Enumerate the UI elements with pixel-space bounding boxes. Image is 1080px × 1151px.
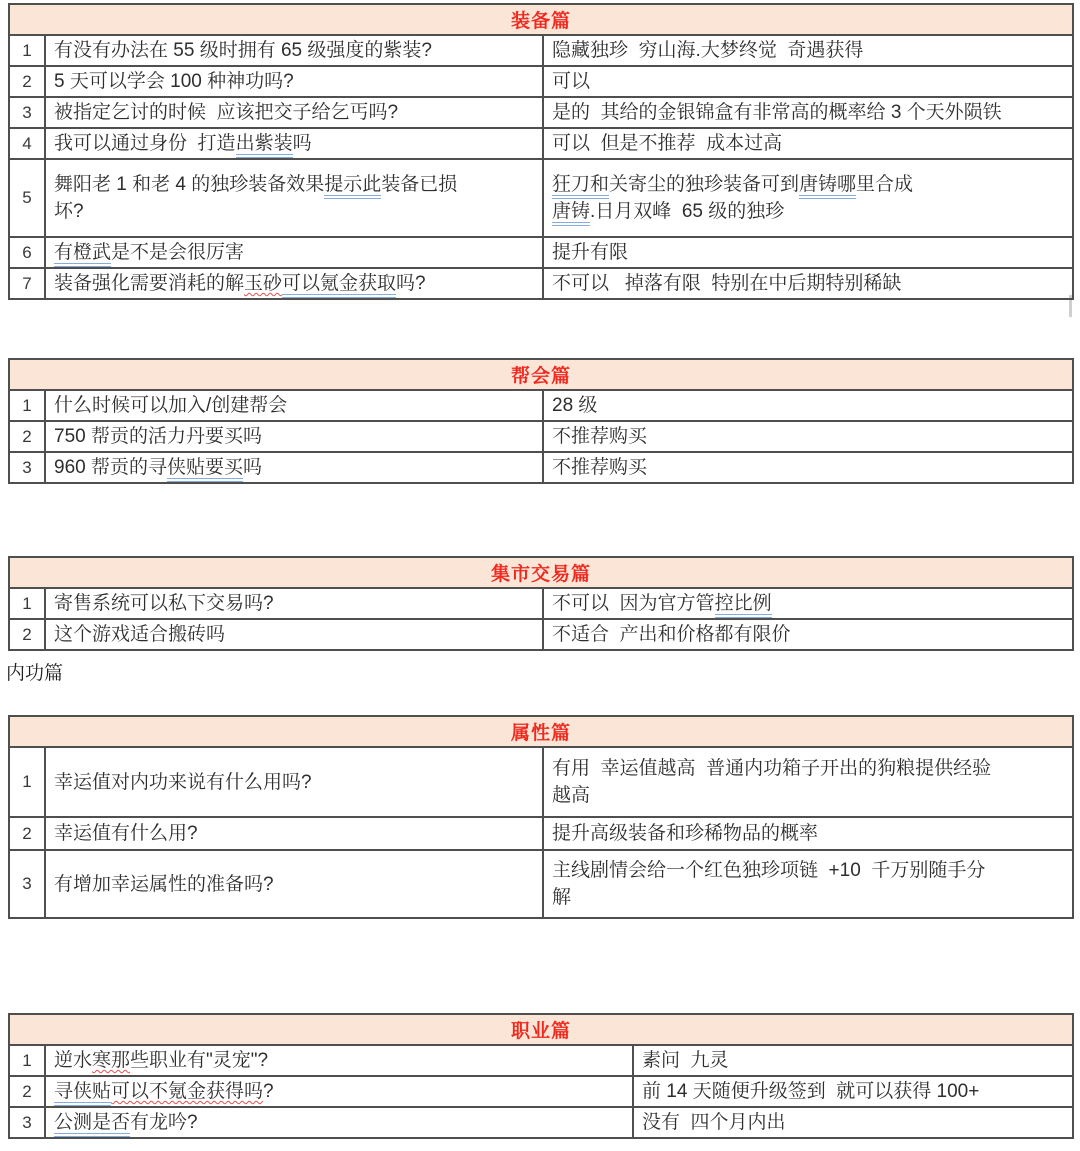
table-header-row: [9, 557, 1073, 588]
answer-cell: [543, 817, 1073, 850]
table-title-attributes: 属性篇: [9, 716, 1073, 747]
plain-text: 幸运值有什么用?: [54, 823, 198, 844]
text-line: [54, 820, 534, 847]
text-line: [54, 1109, 624, 1136]
row-number: 2: [9, 421, 45, 452]
row-number: 3: [9, 1107, 45, 1138]
answer-cell: [633, 1045, 1073, 1076]
answer-cell: [633, 1107, 1073, 1138]
text-line: [54, 130, 534, 157]
answer-cell: [543, 128, 1073, 159]
table-row: [9, 159, 1073, 237]
plain-text: 吗?: [396, 273, 426, 294]
question-cell: [45, 128, 543, 159]
plain-text: ?: [263, 1081, 274, 1102]
question-cell: [45, 817, 543, 850]
table-header-row: [9, 4, 1073, 35]
answer-cell: [543, 237, 1073, 268]
answer-cell: [633, 1076, 1073, 1107]
table-row: [9, 850, 1073, 918]
text-line: [552, 130, 1064, 157]
question-cell: [45, 66, 543, 97]
question-cell: [45, 588, 543, 619]
answer-cell: [543, 619, 1073, 650]
section-note: 内功篇: [6, 663, 64, 684]
text-line: [552, 857, 1064, 884]
underlined-text: 提示此: [324, 174, 381, 199]
plain-text: 可以 但是不推荐 成本过高: [552, 133, 783, 154]
table-row: [9, 128, 1073, 159]
plain-text: 有增加幸运属性的准备吗?: [54, 873, 274, 895]
plain-text: 有没有办法在 55 级时拥有 65 级强度的紫装?: [54, 40, 432, 61]
text-line: [552, 755, 1064, 782]
text-line: [54, 769, 534, 796]
question-cell: [45, 237, 543, 268]
table-title-equipment: 装备篇: [9, 4, 1073, 35]
text-line: [54, 621, 534, 648]
question-cell: [45, 35, 543, 66]
question-cell: [45, 747, 543, 817]
plain-text: 关寄尘的独珍装备可到: [609, 174, 800, 195]
answer-cell: [543, 452, 1073, 483]
answer-cell: [543, 850, 1073, 918]
underlined-text: 玉砂: [244, 273, 283, 294]
plain-text: 里合成: [856, 174, 914, 195]
text-line: [552, 782, 1064, 809]
plain-text: 是不是会很厉害: [111, 242, 245, 263]
underlined-text: 可以氪金获取: [282, 273, 396, 298]
underlined-text: 有橙武: [54, 242, 111, 267]
table-row: [9, 452, 1073, 483]
table-title-guild: 帮会篇: [9, 359, 1073, 390]
text-line: [54, 68, 534, 95]
row-number: 2: [9, 619, 45, 650]
underlined-text: 可以不氪金获得吗: [111, 1081, 264, 1102]
plain-text: 吗: [243, 457, 263, 478]
table-row: [9, 66, 1073, 97]
plain-text: 不推荐购买: [552, 426, 648, 447]
plain-text: 装备已损: [381, 174, 458, 195]
plain-text: 隐藏独珍 穷山海.大梦终觉 奇遇获得: [552, 40, 864, 61]
text-line: [552, 37, 1064, 64]
question-cell: [45, 421, 543, 452]
table-row: [9, 35, 1073, 66]
plain-text: 装备强化需要消耗的解: [54, 273, 245, 294]
answer-cell: [543, 35, 1073, 66]
plain-text: 吗: [292, 133, 312, 154]
row-number: 5: [9, 159, 45, 237]
text-line: [552, 171, 1064, 198]
plain-text: 坏?: [54, 201, 84, 222]
plain-text: 逆水: [54, 1050, 93, 1071]
row-number: 7: [9, 268, 45, 299]
question-cell: [45, 390, 543, 421]
question-cell: [45, 850, 543, 918]
table-row: [9, 619, 1073, 650]
underlined-text: 控比例: [715, 593, 772, 618]
table-row: [9, 421, 1073, 452]
text-line: [552, 270, 1064, 297]
answer-cell: [543, 66, 1073, 97]
plain-text: 前 14 天随便升级签到 就可以获得 100+: [642, 1081, 980, 1102]
text-line: [54, 99, 534, 126]
answer-cell: [543, 747, 1073, 817]
table-row: [9, 1045, 1073, 1076]
plain-text: 提升高级装备和珍稀物品的概率: [552, 823, 819, 844]
plain-text: 不推荐购买: [552, 457, 648, 478]
plain-text: 主线剧情会给一个红色独珍项链 +10 千万别随手分: [552, 860, 986, 881]
text-line: [552, 239, 1064, 266]
table-row: [9, 390, 1073, 421]
question-cell: [45, 1107, 633, 1138]
plain-text: 不可以 因为官方管: [552, 593, 715, 614]
plain-text: 幸运值对内功来说有什么用吗?: [54, 771, 312, 793]
plain-text: 些职业有"灵宠"?: [130, 1050, 269, 1071]
table-title-profession: 职业篇: [9, 1014, 1073, 1045]
underlined-text: 狂刀和: [552, 174, 609, 199]
text-line: [552, 454, 1064, 481]
text-line: [54, 171, 534, 198]
question-cell: [45, 268, 543, 299]
plain-text: .日月双峰 65 级的独珍: [590, 201, 785, 222]
plain-text: 28 级: [552, 395, 598, 416]
plain-text: 这个游戏适合搬砖吗: [54, 624, 226, 645]
plain-text: 750 帮贡的活力丹要买吗: [54, 426, 262, 447]
table-title-market: 集市交易篇: [9, 557, 1073, 588]
text-line: [54, 198, 534, 225]
table-row: [9, 97, 1073, 128]
faq-table-profession: [8, 1013, 1074, 1139]
question-cell: [45, 1045, 633, 1076]
row-number: 6: [9, 237, 45, 268]
underlined-text: 唐铸: [552, 201, 590, 226]
text-line: [552, 590, 1064, 617]
text-line: [642, 1078, 1064, 1105]
text-line: [54, 270, 534, 297]
text-line: [54, 590, 534, 617]
text-line: [552, 68, 1064, 95]
row-number: 1: [9, 35, 45, 66]
answer-cell: [543, 390, 1073, 421]
plain-text: 是的 其给的金银锦盒有非常高的概率给 3 个天外陨铁: [552, 102, 1002, 123]
faq-table-equipment: [8, 3, 1074, 300]
plain-text: 什么时候可以加入/创建帮会: [54, 395, 288, 416]
text-line: [642, 1109, 1064, 1136]
plain-text: 解: [552, 887, 572, 908]
plain-text: 5 天可以学会 100 种神功吗?: [54, 71, 294, 92]
question-cell: [45, 97, 543, 128]
row-number: 3: [9, 97, 45, 128]
text-line: [54, 871, 534, 898]
text-line: [642, 1047, 1064, 1074]
text-line: [54, 423, 534, 450]
row-number: 1: [9, 390, 45, 421]
underlined-text: 寻侠贴: [54, 1081, 111, 1106]
table-header-row: [9, 359, 1073, 390]
underlined-text: 寒那: [92, 1050, 131, 1071]
row-number: 3: [9, 452, 45, 483]
table-header-row: [9, 1014, 1073, 1045]
plain-text: 越高: [552, 785, 591, 806]
faq-table-attributes: [8, 715, 1074, 919]
row-number: 2: [9, 1076, 45, 1107]
plain-text: 提升有限: [552, 242, 629, 263]
row-number: 1: [9, 588, 45, 619]
underlined-text: 唐铸哪: [799, 174, 856, 199]
plain-text: 舞阳老 1 和老 4 的独珍装备效果: [54, 174, 325, 195]
answer-cell: [543, 421, 1073, 452]
row-number: 4: [9, 128, 45, 159]
table-row: [9, 268, 1073, 299]
row-number: 3: [9, 850, 45, 918]
text-line: [552, 884, 1064, 911]
question-cell: [45, 159, 543, 237]
question-cell: [45, 452, 543, 483]
table-row: [9, 1107, 1073, 1138]
question-cell: [45, 619, 543, 650]
row-number: 2: [9, 66, 45, 97]
plain-text: 有用 幸运值越高 普通内功箱子开出的狗粮提供经验: [552, 758, 992, 779]
text-line: [552, 621, 1064, 648]
plain-text: 寄售系统可以私下交易吗?: [54, 593, 274, 614]
table-row: [9, 817, 1073, 850]
text-line: [552, 99, 1064, 126]
table-row: [9, 588, 1073, 619]
plain-text: 素问 九灵: [642, 1050, 729, 1071]
row-number: 2: [9, 817, 45, 850]
table-row: [9, 747, 1073, 817]
table-row: [9, 1076, 1073, 1107]
row-number: 1: [9, 1045, 45, 1076]
plain-text: 960 帮贡的寻: [54, 457, 167, 478]
row-number: 1: [9, 747, 45, 817]
text-line: [54, 239, 534, 266]
answer-cell: [543, 268, 1073, 299]
table-header-row: [9, 716, 1073, 747]
text-line: [552, 423, 1064, 450]
text-line: [552, 198, 1064, 225]
text-line: [552, 820, 1064, 847]
answer-cell: [543, 97, 1073, 128]
plain-text: 可以: [552, 71, 591, 92]
underlined-text: 出紫装: [236, 133, 293, 158]
answer-cell: [543, 159, 1073, 237]
text-line: [54, 1047, 624, 1074]
answer-cell: [543, 588, 1073, 619]
text-line: [54, 1078, 624, 1105]
faq-table-guild: [8, 358, 1074, 484]
text-line: [54, 392, 534, 419]
question-cell: [45, 1076, 633, 1107]
text-line: [54, 37, 534, 64]
plain-text: 没有 四个月内出: [642, 1112, 786, 1133]
faq-table-market: [8, 556, 1074, 651]
plain-text: 不可以 掉落有限 特别在中后期特别稀缺: [552, 273, 902, 294]
underlined-text: 公测是否: [54, 1112, 130, 1137]
plain-text: 我可以通过身份 打造: [54, 133, 236, 154]
text-line: [552, 392, 1064, 419]
text-line: [54, 454, 534, 481]
plain-text: 有龙吟?: [130, 1112, 198, 1133]
plain-text: 不适合 产出和价格都有限价: [552, 624, 791, 645]
table-row: [9, 237, 1073, 268]
plain-text: 被指定乞讨的时候 应该把交子给乞丐吗?: [54, 102, 399, 123]
underlined-text: 侠贴要买: [167, 457, 243, 482]
